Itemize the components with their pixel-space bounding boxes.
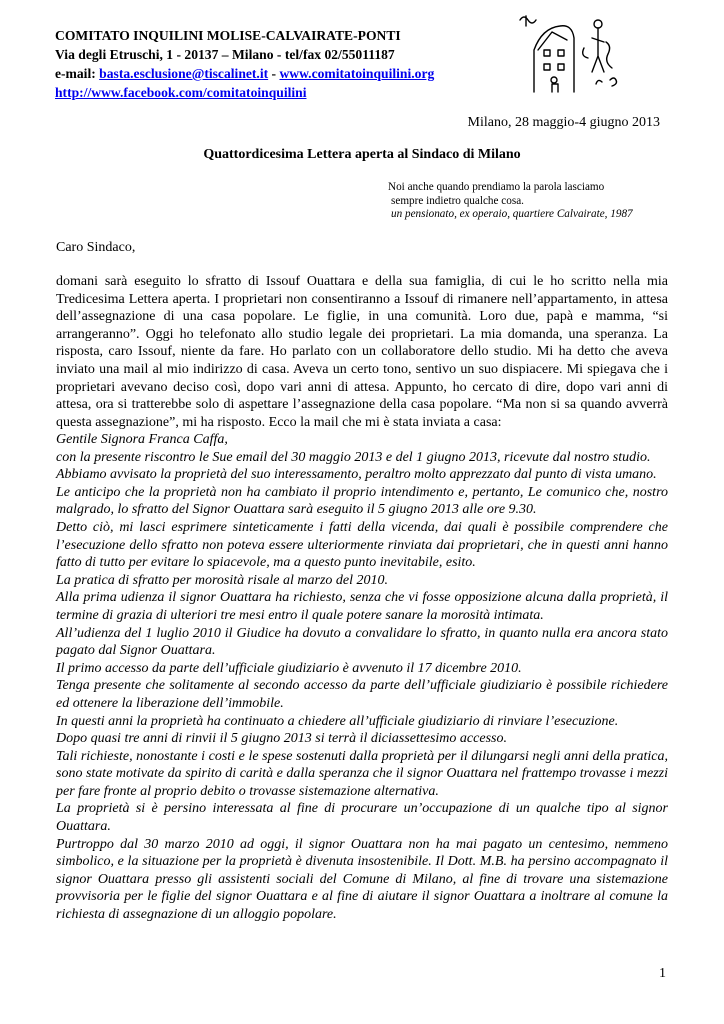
email-line: La pratica di sfratto per morosità risale al marzo del 2010. <box>56 572 389 588</box>
paragraph-text: domani sarà eseguito lo sfratto di Issouf Ouattara e della sua famiglia, di cui le ho scritto nella mia Tredicesima Lettera aperta. I proprietari non consentiranno a Issouf di rimanere nell’appartamento, in attesa dell’assegnazione di una casa popolare. Le figlie, in una comunità. Loro due, papà e mamma, “si arrangeranno”. Oggi ho telefonato allo studio legale dei proprietari. La mia domanda, una speranza. La risposta, caro Issouf, niente da fare. Ho parlato con un collaboratore dello studio. Mi ha detto che aveva inviato una mail al mio indirizzo di casa. Aveva un certo tono, sentivo un suo dispiacere. Mi spiegava che i proprietari avevano deciso così, dopo vari anni di attesa. Appunto, ho cercato di dire, dopo vari anni di attesa, ora si tratterebbe solo di aspettare l’assegnazione della casa popolare. “Ma non si sa quando avverrà questa assegnazione”, mi ha risposto. Ecco la mail che mi è stata inviata a casa: <box>56 274 668 430</box>
email-line: Gentile Signora Franca Caffa, <box>56 432 228 447</box>
epigraph <box>388 181 633 222</box>
email-line: In questi anni la proprietà ha continuato a chiedere all’ufficiale giudiziario di rinviare l’esecuzione. <box>56 713 619 729</box>
logo-drawing <box>512 10 622 100</box>
org-name: COMITATO INQUILINI MOLISE-CALVAIRATE-PONTI <box>55 28 401 43</box>
contact-line <box>55 64 434 83</box>
email-line: con la presente riscontro le Sue email del 30 maggio 2013 e del 1 giugno 2013, ricevute dal nostro studio. <box>56 449 651 465</box>
org-address: Via degli Etruschi, 1 - 20137 – Milano - tel/fax 02/55011187 <box>55 47 395 62</box>
quoted-email <box>56 431 668 924</box>
email-line: Tenga presente che solitamente al secondo accesso da parte dell’ufficiale giudiziario è possibile richiedere ed ottenere la liberazione dell’immobile. <box>56 678 668 711</box>
separator: - <box>268 66 280 81</box>
date-line: Milano, 28 maggio-4 giugno 2013 <box>467 115 660 130</box>
email-line: All’udienza del 1 luglio 2010 il Giudice ha dovuto a convalidare lo sfratto, in quanto nulla era ancora stato pagato dal Signor Ouattara. <box>56 625 668 659</box>
email-line: Abbiamo avvisato la proprietà del suo interessamento, peraltro molto apprezzato dal punto di vista umano. <box>56 467 657 483</box>
letter-title: Quattordicesima Lettera aperta al Sindaco di Milano <box>203 147 521 162</box>
email-line: Le anticipo che la proprietà non ha cambiato il proprio intendimento e, pertanto, Le comunico che, nostro malgrado, lo sfratto del Signor Ouattara sarà eseguito il 5 giugno 2013 alle ore 9.30. <box>56 484 668 518</box>
email-line: Dopo quasi tre anni di rinvii il 5 giugno 2013 si terrà il diciassettesimo accesso. <box>56 731 507 747</box>
epigraph-attribution: un pensionato, ex operaio, quartiere Calvairate, 1987 <box>391 208 633 220</box>
email-label: e-mail: <box>55 66 100 81</box>
email-line: Il primo accesso da parte dell’ufficiale giudiziario è avvenuto il 17 dicembre 2010. <box>56 660 522 676</box>
email-link[interactable]: basta.esclusione@tiscalinet.it <box>99 66 269 81</box>
facebook-link[interactable]: http://www.facebook.com/comitatoinquilini <box>55 85 307 100</box>
letterhead <box>55 26 434 102</box>
email-line: Alla prima udienza il signor Ouattara ha richiesto, senza che vi fosse opposizione alcuna dalla proprietà, il termine di grazia di ulteriori tre mesi entro il quale potere sanare la morosità intimata. <box>56 590 668 623</box>
epigraph-line: sempre indietro qualche cosa. <box>391 194 524 207</box>
email-line: Detto ciò, mi lasci esprimere sinteticamente i fatti della vicenda, dai quali è possibile comprendere che l’esecuzione dello sfratto non poteva essere ulteriormente rinviata dai proprietari, che in questi anni hanno fatto di tutto per evitare lo spiacevole, ma a questo punto inevitabile, esito. <box>56 519 668 571</box>
page-number: 1 <box>659 966 666 981</box>
salutation: Caro Sindaco, <box>56 240 136 255</box>
email-line: Tali richieste, nonostante i costi e le spese sostenuti dalla proprietà per il dilungarsi negli anni della pratica, sono state motivate da spirito di carità e dalla speranza che il signor Ouattara nel frattempo trovasse i mezzi per fare fronte al proprio debito o trovasse sistemazione alternativa. <box>56 748 668 799</box>
email-line: La proprietà si è persino interessata al fine di procurare un’occupazione di un qualche tipo al signor Ouattara. <box>56 801 668 835</box>
website-link[interactable]: www.comitatoinquilini.org <box>279 66 435 81</box>
email-line: Purtroppo dal 30 marzo 2010 ad oggi, il signor Ouattara non ha mai pagato un centesimo, nemmeno simbolico, e la situazione per la proprietà è divenuta insostenibile. Il Dott. M.B. ha persino accompagnato il signor Ouattara presso gli assistenti sociali del Comune di Milano, al fine di trovare una sistemazione provvisoria per le figlie del signor Ouattara e al fine di aiutare il signor Ouattara a inoltrare al comune la richiesta di assegnazione di un alloggio popolare. <box>56 836 668 923</box>
body-paragraph <box>56 273 668 431</box>
epigraph-line: Noi anche quando prendiamo la parola lasciamo <box>388 181 605 193</box>
